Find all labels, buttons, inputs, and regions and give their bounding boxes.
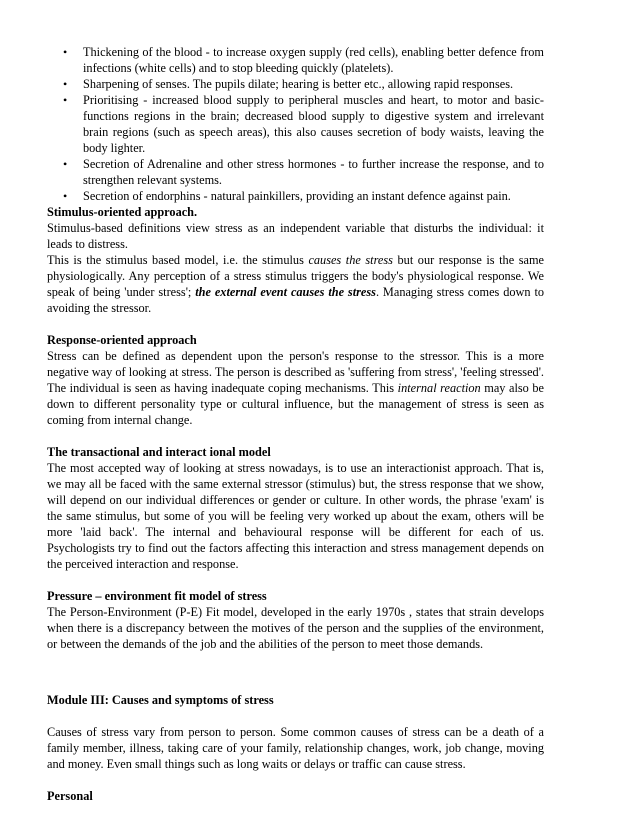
text-run: may also be down to different personality type or cultural influence, but the management of stress is seen as coming from internal change. (47, 381, 544, 427)
bullet-icon: • (63, 157, 68, 171)
bullet-text: Prioritising - increased blood supply to peripheral muscles and heart, to motor and basic-functions regions in the brain; decreased blood supply to digestive system and irrelevant brain regions (such as speech areas), this also causes secretion of body waists, leaving the body lighter. (83, 93, 544, 155)
italic-run: causes the stress (308, 253, 393, 267)
bullet-text: Thickening of the blood - to increase oxygen supply (red cells), enabling better defence from infections (white cells) and to stop bleeding quickly (platelets). (83, 45, 544, 75)
response-paragraph (47, 348, 544, 428)
bullet-text: Secretion of Adrenaline and other stress hormones - to further increase the response, and to strengthen relevant systems. (83, 157, 544, 187)
module-paragraph: Causes of stress vary from person to person. Some common causes of stress can be a death of a family member, illness, taking care of your family, relationship changes, work, job change, moving and money. Even small things such as long waits or delays or traffic can cause stress. (47, 725, 544, 771)
module-heading: Module III: Causes and symptoms of stress (47, 693, 274, 707)
text-run: . Managing stress comes down to avoiding the stressor. (47, 285, 545, 315)
personal-heading: Personal (47, 789, 93, 803)
stress-response-bullet-list (47, 44, 544, 204)
response-heading: Response-oriented approach (47, 333, 197, 347)
spacer (47, 316, 544, 332)
bullet-text: Sharpening of senses. The pupils dilate; hearing is better etc., allowing rapid responses. (83, 77, 514, 91)
italic-run: internal reaction (397, 381, 481, 395)
bullet-icon: • (63, 77, 68, 91)
bullet-item (63, 188, 544, 204)
spacer (47, 772, 544, 788)
stimulus-heading: Stimulus-oriented approach. (47, 205, 198, 219)
transactional-paragraph: The most accepted way of looking at stress nowadays, is to use an interactionist approach. That is, we may all be faced with the same external stressor (stimulus) but, the stress response that we show, will depend on our individual differences or gender or culture. In other words, the phrase 'exam' is the same stimulus, but some of you will be feeling very worked up about the exam, others will be more 'laid back'. The internal and behavioural response will be different for each of us. Psychologists try to find out the factors affecting this interaction and stress management depends on the perceived interaction and response. (47, 461, 544, 571)
bullet-item (63, 156, 544, 188)
text-run: This is the stimulus based model, i.e. the stimulus (47, 253, 309, 267)
bullet-icon: • (63, 189, 68, 203)
bullet-icon: • (63, 93, 68, 107)
spacer (47, 652, 544, 692)
stimulus-paragraph-1: Stimulus-based definitions view stress as an independent variable that disturbs the individual: it leads to distress. (47, 221, 544, 251)
spacer (47, 428, 544, 444)
spacer (47, 572, 544, 588)
bullet-text: Secretion of endorphins - natural painkillers, providing an instant defence against pain. (83, 189, 511, 203)
bold-italic-run: the external event causes the stress (195, 285, 376, 299)
pressure-heading: Pressure – environment fit model of stress (47, 589, 267, 603)
text-run: Stress can be defined as dependent upon the person's response to the stressor. This is a more negative way of looking at stress. The person is described as 'suffering from stress', 'feeling stressed'. The individual is seen as having inadequate coping mechanisms. This (47, 349, 544, 395)
bullet-item (63, 76, 544, 92)
bullet-item (63, 44, 544, 76)
bullet-item (63, 92, 544, 156)
spacer (47, 708, 544, 724)
pressure-paragraph: The Person-Environment (P-E) Fit model, developed in the early 1970s , states that strain develops when there is a discrepancy between the motives of the person and the supplies of the environment, or between the demands of the job and the abilities of the person to meet those demands. (47, 605, 544, 651)
transactional-heading: The transactional and interact ional model (47, 445, 271, 459)
bullet-icon: • (63, 45, 68, 59)
text-run: but our response is the same physiologically. Any perception of a stress stimulus triggers the body's physiological response. We speak of being 'under stress'; (47, 253, 544, 299)
stimulus-paragraph-2 (47, 252, 544, 316)
